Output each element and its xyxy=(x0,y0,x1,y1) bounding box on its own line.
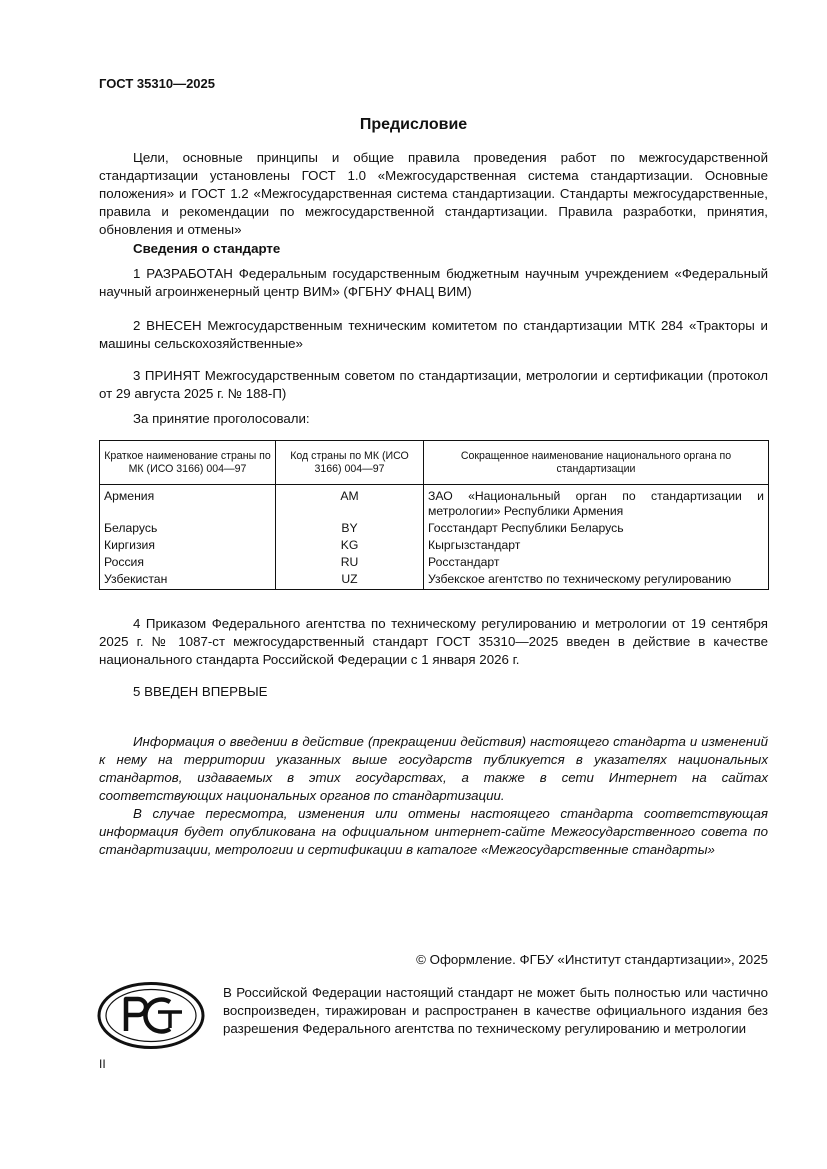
notice-paragraph-2: В случае пересмотра, изменения или отмены настоящего стандарта соответствующая информация будет опубликована на официальном интернет-сайте Межгосударственного совета по стандартизации, метрологии и сертификации в каталоге «Межгосударственные стандарты» xyxy=(99,806,768,857)
item-3-adopted: 3 ПРИНЯТ Межгосударственным советом по стандартизации, метрологии и сертификации (протокол от 29 августа 2025 г. № 188-П) xyxy=(99,368,768,401)
header-country-name: Краткое наименование страны по МК (ИСО 3166) 004—97 xyxy=(100,441,276,485)
table-row xyxy=(100,537,769,554)
country-name: Киргизия xyxy=(100,537,276,554)
table-row xyxy=(100,554,769,571)
national-body: Узбекское агентство по техническому регулированию xyxy=(424,571,769,590)
page-title: Предисловие xyxy=(359,116,468,133)
country-name: Армения xyxy=(100,485,276,521)
table-header-row xyxy=(100,441,769,485)
info-heading: Сведения о стандарте xyxy=(133,241,281,256)
country-name: Беларусь xyxy=(100,520,276,537)
national-body: Госстандарт Республики Беларусь xyxy=(424,520,769,537)
item-4-enacted: 4 Приказом Федерального агентства по техническому регулированию и метрологии от 19 сентября 2025 г. № 1087-ст межгосударственный стандарт ГОСТ 35310—2025 введен в действие в качестве национального стандарта Российской Федерации с 1 января 2026 г. xyxy=(99,616,768,667)
header-national-body: Сокращенное наименование национального органа по стандартизации xyxy=(424,441,769,485)
country-code: RU xyxy=(276,554,424,571)
rst-certification-logo xyxy=(96,981,206,1050)
national-body: ЗАО «Национальный орган по стандартизации и метрологии» Республики Армения xyxy=(424,485,769,521)
voting-countries-table xyxy=(99,440,769,590)
country-name: Россия xyxy=(100,554,276,571)
item-5-first-introduced: 5 ВВЕДЕН ВПЕРВЫЕ xyxy=(133,684,268,699)
country-code: UZ xyxy=(276,571,424,590)
country-name: Узбекистан xyxy=(100,571,276,590)
table-row xyxy=(100,485,769,521)
rights-notice: В Российской Федерации настоящий стандарт не может быть полностью или частично воспроизведен, тиражирован и распространен в качестве официального издания без разрешения Федерального агентства по техническому регулированию и метрологии xyxy=(223,985,768,1036)
intro-paragraph: Цели, основные принципы и общие правила проведения работ по межгосударственной стандартизации установлены ГОСТ 1.0 «Межгосударственная система стандартизации. Основные положения» и ГОСТ 1.2 «Межгосударственная система стандартизации. Стандарты межгосударственные, правила и рекомендации по межгосударственной стандартизации. Правила разработки, принятия, обновления и отмены» xyxy=(99,150,768,237)
national-body: Росстандарт xyxy=(424,554,769,571)
country-code: AM xyxy=(276,485,424,521)
page-number: II xyxy=(99,1057,106,1071)
notice-paragraph-1: Информация о введении в действие (прекращении действия) настоящего стандарта и изменений к нему на территории указанных выше государств публикуется в указателях национальных стандартов, издаваемых в этих государствах, а также в сети Интернет на сайтах соответствующих национальных органов по стандартизации. xyxy=(99,734,768,803)
country-code: BY xyxy=(276,520,424,537)
table-row xyxy=(100,571,769,590)
header-country-code: Код страны по МК (ИСО 3166) 004—97 xyxy=(276,441,424,485)
voted-label: За принятие проголосовали: xyxy=(133,411,310,426)
copyright-line: © Оформление. ФГБУ «Институт стандартизации», 2025 xyxy=(416,952,768,967)
table-row xyxy=(100,520,769,537)
item-2-submitted: 2 ВНЕСЕН Межгосударственным техническим комитетом по стандартизации МТК 284 «Тракторы и машины сельскохозяйственные» xyxy=(99,318,768,351)
document-code: ГОСТ 35310—2025 xyxy=(99,76,215,91)
item-1-developed: 1 РАЗРАБОТАН Федеральным государственным бюджетным научным учреждением «Федеральный научный агроинженерный центр ВИМ» (ФГБНУ ФНАЦ ВИМ) xyxy=(99,266,768,299)
country-code: KG xyxy=(276,537,424,554)
national-body: Кыргызстандарт xyxy=(424,537,769,554)
